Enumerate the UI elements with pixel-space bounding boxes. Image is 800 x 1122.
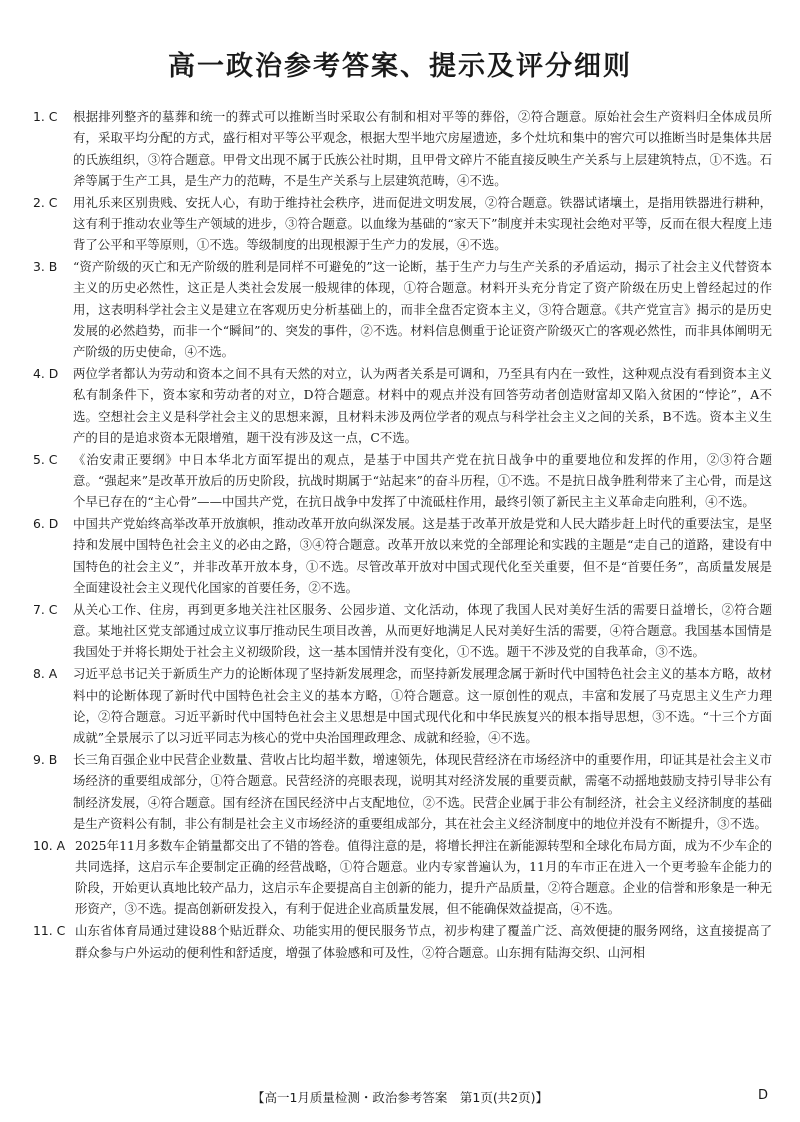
answer-item — [33, 513, 772, 598]
edition-mark: D — [757, 1088, 768, 1103]
page-footer: 【高一1月质量检测・政治参考答案 第1页(共2页)】 — [251, 1090, 549, 1105]
answer-explanation: 用礼乐来区别贵贱、安抚人心，有助于维持社会秩序，进而促进文明发展，②符合题意。铁器试诸壤土，是指用铁器进行耕种，这有利于推动农业等生产领域的进步，③符合题意。以血缘为基础的“家天下”制度并未实现社会绝对平等，反而在很大程度上违背了公平和平等原则，①不选。等级制度的出现根源于生产力的发展，④不选。 — [73, 194, 772, 253]
answer-number: 5. C — [33, 451, 58, 467]
answer-number: 10. A — [33, 837, 66, 853]
answer-item — [33, 363, 772, 448]
answer-explanation: 从关心工作、住房，再到更多地关注社区服务、公园步道、文化活动，体现了我国人民对美好生活的需要日益增长，②符合题意。某地社区党支部通过成立议事厅推动民生项目改善，从而更好地满足人民对美好生活的需要，④符合题意。我国基本国情是我国处于并将长期处于社会主义初级阶段，这一基本国情并没有变化，①不选。题干不涉及党的自我革命，③不选。 — [73, 601, 772, 660]
answer-item — [33, 192, 772, 256]
answer-item — [33, 256, 772, 362]
answer-explanation: 山东省体育局通过建设88个贴近群众、功能实用的便民服务节点，初步构建了覆盖广泛、高效便捷的服务网络，这直接提高了群众参与户外运动的便利性和舒适度，增强了体验感和可及性，②符合题意。山东拥有陆海交织、山河相 — [75, 923, 772, 960]
answer-explanation: “资产阶级的灭亡和无产阶级的胜利是同样不可避免的”这一论断，基于生产力与生产关系的矛盾运动，揭示了社会主义代替资本主义的历史必然性，这正是人类社会发展一般规律的体现，①符合题意。材料开头充分肯定了资产阶级在历史上曾经起过的作用，这表明科学社会主义是建立在客观历史分析基础上的，而非全盘否定资本主义，③符合题意。《共产党宣言》揭示的是历史发展的必然趋势，而非一个“瞬间”的、突发的事件，②不选。材料信息侧重于论证资产阶级灭亡的客观必然性，而非具体阐明无产阶级的历史使命，④不选。 — [73, 259, 772, 360]
answer-explanation: 《治安肃正要纲》中日本华北方面军提出的观点，是基于中国共产党在抗日战争中的重要地位和发挥的作用，②③符合题意。“强起来”是改革开放后的历史阶段，抗战时期属于“站起来”的奋斗历程，①不选。不是抗日战争胜利带来了主心骨，而是这个早已存在的“主心骨”——中国共产党，在抗日战争中发挥了中流砥柱作用，最终引领了新民主主义革命走向胜利，④不选。 — [73, 451, 772, 510]
answer-item — [33, 835, 772, 920]
answer-number: 3. B — [33, 259, 58, 275]
answer-number: 4. D — [33, 366, 59, 382]
answer-number: 11. C — [33, 923, 66, 939]
answer-explanation: 根据排列整齐的墓葬和统一的葬式可以推断当时采取公有制和相对平等的葬俗，②符合题意。原始社会生产资料归全体成员所有，采取平均分配的方式，盛行相对平等公平观念，根据大型半地穴房屋遗迹，多个灶坑和集中的窖穴可以推断当时是集体共居的氏族组织，③符合题意。甲骨文出现不属于氏族公社时期，且甲骨文碎片不能直接反映生产关系与上层建筑特点，①不选。石斧等属于生产工具，是生产力的范畴，不是生产关系与上层建筑范畴，④不选。 — [73, 109, 772, 188]
answer-item — [33, 749, 772, 834]
answer-number: 1. C — [33, 109, 58, 124]
answer-list — [33, 106, 772, 963]
answer-explanation: 2025年11月多数车企销量都交出了不错的答卷。值得注意的是，将增长押注在新能源转型和全球化布局方面，成为不少车企的共同选择，这启示车企要制定正确的经营战略，①符合题意。业内专家普遍认为，11月的车市正在进入一个更考验车企能力的阶段，开始更认真地比较产品力，这启示车企要提高自主创新的能力，提升产品质量，②符合题意。企业的信誉和形象是一种无形资产，③不选。提高创新研发投入，有利于促进企业高质量发展，但不能确保效益提高，④不选。 — [75, 837, 772, 917]
answer-item — [33, 106, 772, 191]
answer-item — [33, 920, 772, 963]
answer-explanation: 习近平总书记关于新质生产力的论断体现了坚持新发展理念，而坚持新发展理念属于新时代中国特色社会主义的基本方略，故材料中的论断体现了新时代中国特色社会主义的基本方略，①符合题意。这一原创性的观点，丰富和发展了马克思主义生产力理论，②符合题意。习近平新时代中国特色社会主义思想是中国式现代化和中华民族复兴的根本指导思想，③不选。“十三个方面成就”全景展示了以习近平同志为核心的党中央治国理政理念、成就和经验，④不选。 — [73, 666, 772, 746]
answer-item — [33, 599, 772, 663]
answer-number: 7. C — [33, 601, 58, 617]
answer-explanation: 两位学者都认为劳动和资本之间不具有天然的对立，认为两者关系是可调和，乃至具有内在一致性，这种观点没有看到资本主义私有制条件下，资本家和劳动者的对立，D符合题意。材料中的观点并没有回答劳动者创造财富却又陷入贫困的“悖论”，A不选。空想社会主义是科学社会主义的思想来源，且材料未涉及两位学者的观点与科学社会主义之间的关系，B不选。资本主义生产的目的是追求资本无限增殖，题干没有涉及这一点，C不选。 — [73, 366, 772, 445]
answer-number: 8. A — [33, 666, 58, 682]
page-title: 高一政治参考答案、提示及评分细则 — [168, 51, 632, 82]
answer-item — [33, 663, 772, 748]
answer-item — [33, 449, 772, 513]
answer-number: 6. D — [33, 516, 59, 532]
answer-number: 2. C — [33, 194, 58, 210]
answer-number: 9. B — [33, 751, 58, 767]
answer-explanation: 长三角百强企业中民营企业数量、营收占比均超半数，增速领先，体现民营经济在市场经济中的重要作用，印证其是社会主义市场经济的重要组成部分，①符合题意。民营经济的亮眼表现，说明其对经济发展的重要贡献，需毫不动摇地鼓励支持引导非公有制经济发展，④符合题意。国有经济在国民经济中占支配地位，②不选。民营企业属于非公有制经济，社会主义经济制度的基础是生产资料公有制，非公有制是社会主义市场经济的重要组成部分，其在社会主义经济制度中的地位并没有不断提升，③不选。 — [73, 751, 772, 831]
answer-explanation: 中国共产党始终高举改革开放旗帜，推动改革开放向纵深发展。这是基于改革开放是党和人民大踏步赶上时代的重要法宝，是坚持和发展中国特色社会主义的必由之路，③④符合题意。改革开放以来党的全部理论和实践的主题是“走自己的道路，建设有中国特色的社会主义”，并非改革开放本身，①不选。尽管改革开放对中国式现代化至关重要，但不是“首要任务”，高质量发展是全面建设社会主义现代化国家的首要任务，②不选。 — [73, 516, 772, 596]
